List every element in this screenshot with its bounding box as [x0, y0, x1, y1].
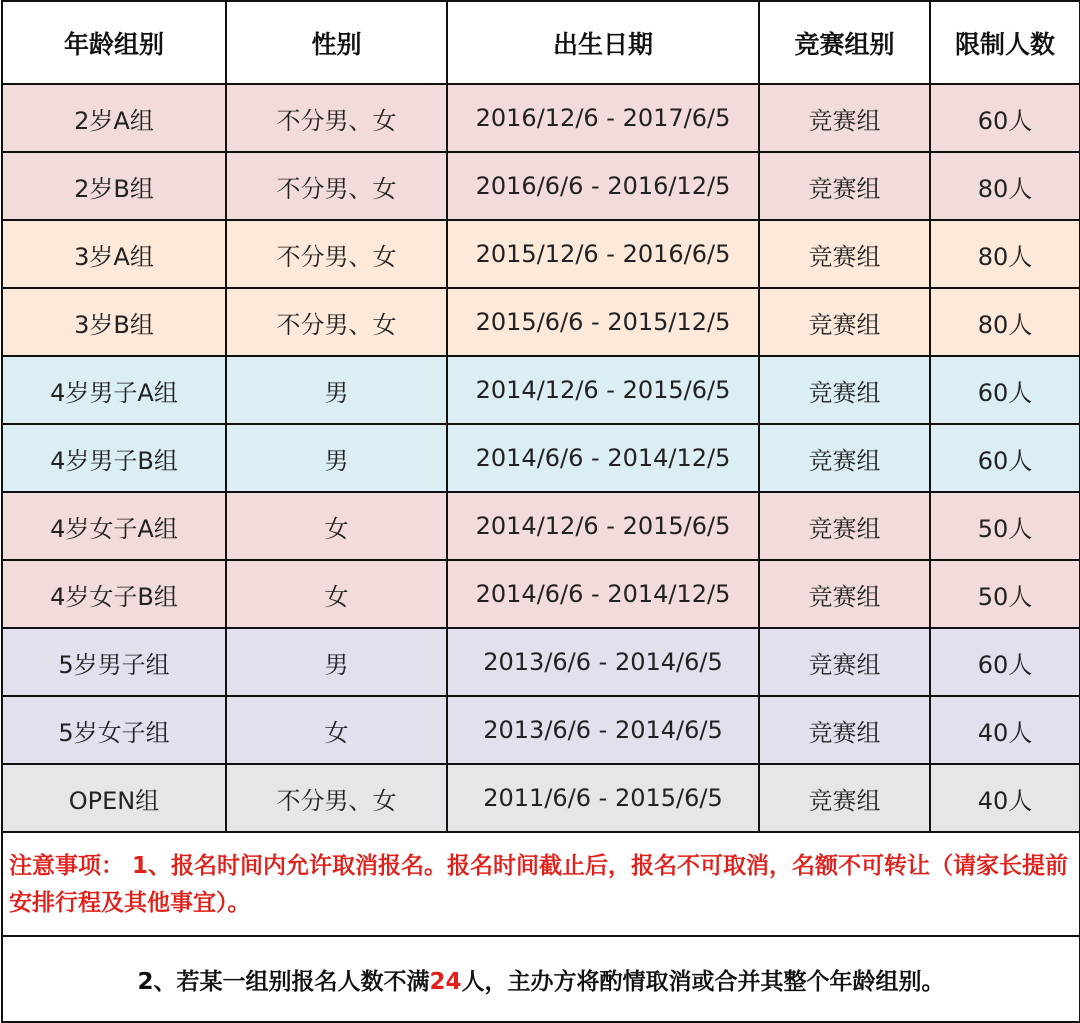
birth-date-cell: 2014/12/6 - 2015/6/5 [447, 492, 759, 560]
table-row [2, 152, 1080, 220]
limit-cell: 80人 [930, 220, 1080, 288]
note2-text-after: 人，主办方将酌情取消或合并其整个年龄组别。 [461, 968, 945, 995]
gender-cell: 男 [226, 356, 447, 424]
birth-date-cell: 2014/12/6 - 2015/6/5 [447, 356, 759, 424]
gender-cell: 不分男、女 [226, 220, 447, 288]
limit-cell: 60人 [930, 628, 1080, 696]
note-row-2 [2, 936, 1080, 1022]
birth-date-cell: 2013/6/6 - 2014/6/5 [447, 696, 759, 764]
age-group-cell: 4岁女子B组 [2, 560, 226, 628]
birth-date-cell: 2016/6/6 - 2016/12/5 [447, 152, 759, 220]
birth-date-cell: 2013/6/6 - 2014/6/5 [447, 628, 759, 696]
gender-cell: 不分男、女 [226, 84, 447, 152]
birth-date-cell: 2014/6/6 - 2014/12/5 [447, 560, 759, 628]
category-cell: 竞赛组 [759, 288, 930, 356]
limit-cell: 60人 [930, 84, 1080, 152]
age-group-cell: 4岁女子A组 [2, 492, 226, 560]
limit-cell: 80人 [930, 288, 1080, 356]
category-cell: 竞赛组 [759, 152, 930, 220]
category-cell: 竞赛组 [759, 560, 930, 628]
limit-cell: 80人 [930, 152, 1080, 220]
gender-cell: 男 [226, 424, 447, 492]
table-row [2, 560, 1080, 628]
table-row [2, 84, 1080, 152]
table-row [2, 424, 1080, 492]
gender-cell: 不分男、女 [226, 288, 447, 356]
gender-cell: 女 [226, 696, 447, 764]
minimum-entries-note [2, 936, 1080, 1022]
table-row [2, 492, 1080, 560]
header-age-group: 年龄组别 [2, 1, 226, 84]
birth-date-cell: 2011/6/6 - 2015/6/5 [447, 764, 759, 832]
category-cell: 竞赛组 [759, 764, 930, 832]
category-cell: 竞赛组 [759, 356, 930, 424]
limit-cell: 60人 [930, 356, 1080, 424]
category-cell: 竞赛组 [759, 424, 930, 492]
table-row [2, 356, 1080, 424]
header-birth-date: 出生日期 [447, 1, 759, 84]
gender-cell: 男 [226, 628, 447, 696]
age-group-cell: 3岁B组 [2, 288, 226, 356]
table-row [2, 696, 1080, 764]
registration-table-sheet [1, 0, 1079, 1023]
birth-date-cell: 2016/12/6 - 2017/6/5 [447, 84, 759, 152]
category-cell: 竞赛组 [759, 84, 930, 152]
header-row [2, 1, 1080, 84]
minimum-count-highlight: 24 [429, 968, 462, 995]
age-group-cell: 4岁男子A组 [2, 356, 226, 424]
note2-text-before: 2、若某一组别报名人数不满 [137, 968, 430, 995]
age-group-cell: OPEN组 [2, 764, 226, 832]
birth-date-cell: 2015/6/6 - 2015/12/5 [447, 288, 759, 356]
table-row [2, 220, 1080, 288]
age-group-cell: 5岁男子组 [2, 628, 226, 696]
category-cell: 竞赛组 [759, 628, 930, 696]
header-limit: 限制人数 [930, 1, 1080, 84]
registration-cancel-note: 注意事项： 1、报名时间内允许取消报名。报名时间截止后，报名不可取消，名额不可转让（请家长提前安排行程及其他事宜）。 [2, 832, 1080, 936]
header-gender: 性别 [226, 1, 447, 84]
header-category: 竞赛组别 [759, 1, 930, 84]
gender-cell: 不分男、女 [226, 152, 447, 220]
gender-cell: 女 [226, 560, 447, 628]
limit-cell: 60人 [930, 424, 1080, 492]
birth-date-cell: 2014/6/6 - 2014/12/5 [447, 424, 759, 492]
limit-cell: 50人 [930, 492, 1080, 560]
category-cell: 竞赛组 [759, 220, 930, 288]
age-group-cell: 5岁女子组 [2, 696, 226, 764]
table-row [2, 764, 1080, 832]
limit-cell: 50人 [930, 560, 1080, 628]
category-cell: 竞赛组 [759, 492, 930, 560]
age-group-cell: 3岁A组 [2, 220, 226, 288]
age-group-cell: 2岁A组 [2, 84, 226, 152]
category-cell: 竞赛组 [759, 696, 930, 764]
gender-cell: 女 [226, 492, 447, 560]
table-row [2, 628, 1080, 696]
gender-cell: 不分男、女 [226, 764, 447, 832]
limit-cell: 40人 [930, 764, 1080, 832]
age-group-cell: 2岁B组 [2, 152, 226, 220]
limit-cell: 40人 [930, 696, 1080, 764]
note-row-1 [2, 832, 1080, 936]
table-row [2, 288, 1080, 356]
age-group-table [1, 0, 1080, 1023]
birth-date-cell: 2015/12/6 - 2016/6/5 [447, 220, 759, 288]
age-group-cell: 4岁男子B组 [2, 424, 226, 492]
